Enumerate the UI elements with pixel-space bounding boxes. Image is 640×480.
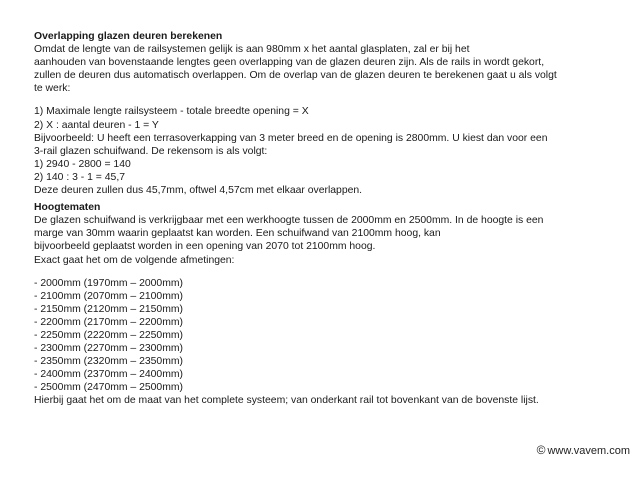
paragraph-line: zullen de deuren dus automatisch overlappen. Om de overlap van de glazen deuren te berekenen gaat u als volgt: [34, 70, 557, 82]
size-list-item: - 2200mm (2170mm – 2200mm): [34, 316, 183, 328]
example-line: 3-rail glazen schuifwand. De rekensom is als volgt:: [34, 145, 268, 157]
paragraph-line: marge van 30mm waarin geplaatst kan worden. Een schuifwand van 2100mm hoog, kan: [34, 228, 441, 240]
formula-step-1: 1) Maximale lengte railsysteem - totale breedte opening = X: [34, 106, 309, 118]
paragraph-line: te werk:: [34, 83, 71, 95]
paragraph-line: De glazen schuifwand is verkrijgbaar met een werkhoogte tussen de 2000mm en 2500mm. In de hoogte is een: [34, 215, 544, 227]
paragraph-line: Omdat de lengte van de railsystemen gelijk is aan 980mm x het aantal glasplaten, zal er bij het: [34, 44, 470, 56]
watermark: [535, 443, 632, 457]
size-list: [34, 277, 634, 395]
paragraph-line: Exact gaat het om de volgende afmetingen:: [34, 254, 235, 266]
example-step-1: 1) 2940 - 2800 = 140: [34, 158, 131, 170]
section-heading-overlap: Overlapping glazen deuren berekenen: [34, 31, 223, 42]
size-list-item: - 2100mm (2070mm – 2100mm): [34, 290, 183, 302]
paragraph-line: bijvoorbeeld geplaatst worden in een opening van 2070 tot 2100mm hoog.: [34, 241, 376, 253]
size-list-item: - 2300mm (2270mm – 2300mm): [34, 343, 183, 355]
watermark-text: www.vavem.com: [547, 445, 630, 457]
footer-note: Hierbij gaat het om de maat van het complete systeem; van onderkant rail tot bovenkant van de bovenste lijst.: [34, 395, 539, 407]
formula-step-2: 2) X : aantal deuren - 1 = Y: [34, 119, 159, 131]
size-list-item: - 2500mm (2470mm – 2500mm): [34, 382, 183, 394]
size-list-item: - 2250mm (2220mm – 2250mm): [34, 329, 183, 341]
size-list-item: - 2150mm (2120mm – 2150mm): [34, 303, 183, 315]
example-step-2: 2) 140 : 3 - 1 = 45,7: [34, 171, 125, 183]
example-line: Bijvoorbeeld: U heeft een terrasoverkapping van 3 meter breed en de opening is 2800mm. U kiest dan voor een: [34, 132, 548, 144]
example-conclusion: Deze deuren zullen dus 45,7mm, oftwel 4,57cm met elkaar overlappen.: [34, 185, 363, 197]
copyright-icon: ©: [536, 443, 546, 457]
size-list-item: - 2350mm (2320mm – 2350mm): [34, 356, 183, 368]
paragraph-line: aanhouden van bovenstaande lengtes geen overlapping van de glazen deuren zijn. Als de rails in wordt gekort,: [34, 57, 545, 69]
section-heading-heights: Hoogtematen: [34, 202, 101, 214]
size-list-item: - 2400mm (2370mm – 2400mm): [34, 369, 183, 381]
document-page: [34, 30, 634, 408]
size-list-item: - 2000mm (1970mm – 2000mm): [34, 277, 183, 289]
